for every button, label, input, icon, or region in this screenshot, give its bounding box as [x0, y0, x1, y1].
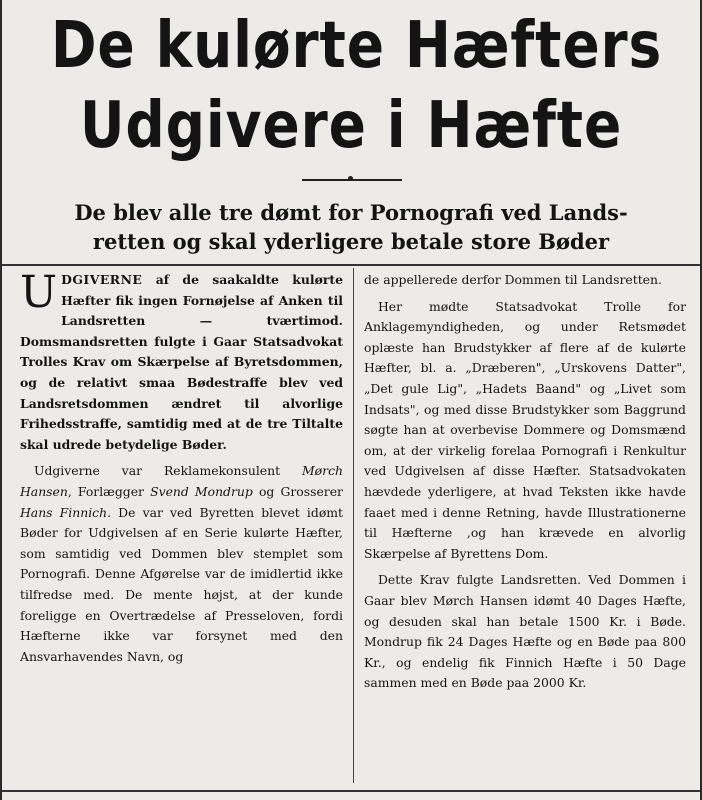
- lead-paragraph: [20, 267, 343, 455]
- drop-cap: U: [20, 267, 58, 318]
- text-run: . De var ved Byretten blevet idømt Bøder for Udgivelsen af en Serie kulørte Hæfter, som samtidig ved Dommen blev stemplet som Pornografi. Denne Afgørelse var de imidlertid ikke tilfredse med. De mente højst, at der kunde foreligge en Overtrædelse af Presseloven, fordi Hæfterne ikke var forsynet med den Ansvarhavendes Navn, og: [20, 504, 344, 664]
- bottom-rule: [2, 790, 700, 792]
- subheadline: [22, 198, 680, 256]
- text-run: og Grosserer: [252, 483, 343, 499]
- body-paragraph: [20, 461, 343, 667]
- subheadline-line-1: De blev alle tre dømt for Pornografi ved Lands-: [74, 200, 628, 225]
- column-right: [364, 270, 686, 694]
- body-paragraph: Dette Krav fulgte Landsretten. Ved Dommen i Gaar blev Mørch Hansen idømt 40 Dages Hæfte, og desuden skal han betale 1500 Kr. i Bøde. Mondrup fik 24 Dages Hæfte og en Bøde paa 800 Kr., og endelig fik Finnich Hæfte i 50 Dage sammen med en Bøde paa 2000 Kr.: [364, 572, 686, 691]
- body-paragraph: de appellerede derfor Dommen til Landsretten.: [364, 272, 662, 287]
- person-name: Mørch Hansen: [20, 463, 343, 499]
- person-name: Svend Mondrup: [150, 483, 253, 499]
- subheadline-line-2: retten og skal yderligere betale store Bøder: [92, 229, 610, 254]
- ornament-dot: [348, 176, 353, 181]
- headline-line-2: Udgivere i Hæfte: [79, 89, 623, 163]
- text-run: Udgiverne var Reklamekonsulent: [34, 463, 302, 479]
- body-paragraph: Her mødte Statsadvokat Trolle for Anklagemyndigheden, og under Retsmødet oplæste han Brudstykker af flere af de kulørte Hæfter, bl. a. „Dræberen", „Urskovens Datter", „Det gule Lig", „Hadets Baand" og „Livet som Indsats", og med disse Brudstykker som Baggrund søgte han at overbevise Dommere og Domsmænd om, at der virkelig forelaa Pornografi i Renkultur ved Udgivelsen af disse Hæfter. Statsadvokaten hævdede yderligere, at hvad Teksten ikke havde faaet med i denne Retning, havde Illustrationerne til Hæfterne ,og han krævede en alvorlig Skærpelse af Byrettens Dom.: [364, 298, 686, 561]
- headline: [50, 6, 663, 166]
- header-rule: [2, 264, 700, 266]
- headline-line-1: De kulørte Hæfters: [50, 9, 663, 83]
- lead-caps: DGIVERNE: [61, 272, 143, 287]
- text-run: , Forlægger: [67, 483, 151, 499]
- column-divider: [353, 268, 354, 783]
- person-name: Hans Finnich: [20, 504, 108, 520]
- column-left: [20, 267, 344, 667]
- lead-text: af de saakaldte kulørte Hæfter fik ingen Fornøjelse af Anken til Landsretten — tværtimod. Domsmandsretten fulgte i Gaar Statsadvokat Trolles Krav om Skærpelse af Byretsdommen, og de relativt smaa Bødestraffe blev ved Landsretsdommen ændret til alvorlige Frihedsstraffe, samtidig med at de tre Tiltalte skal udrede betydelige Bøder.: [20, 272, 343, 452]
